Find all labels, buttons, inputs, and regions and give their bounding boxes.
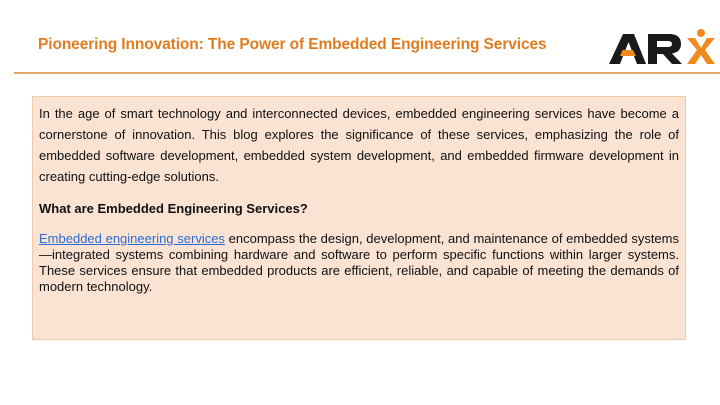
slide-title: Pioneering Innovation: The Power of Embedded Engineering Services bbox=[38, 36, 547, 53]
body-paragraph-text: encompass the design, development, and maintenance of embedded systems—integrated systems combining hardware and software to perform specific functions within larger systems. These services ensure that embedded products are efficient, reliable, and capable of meeting the demands of modern technology. bbox=[39, 231, 679, 294]
embedded-services-link[interactable]: Embedded engineering services bbox=[39, 231, 225, 246]
content-box bbox=[32, 96, 686, 340]
intro-paragraph: In the age of smart technology and interconnected devices, embedded engineering services have become a cornerstone of innovation. This blog explores the significance of these services, emphasizing the role of embedded software development, embedded system development, and embedded firmware development in creating cutting-edge solutions. bbox=[39, 106, 679, 184]
header-divider bbox=[14, 72, 720, 74]
section-heading: What are Embedded Engineering Services? bbox=[39, 201, 308, 216]
body-paragraph bbox=[39, 231, 679, 295]
arx-logo bbox=[607, 26, 719, 70]
